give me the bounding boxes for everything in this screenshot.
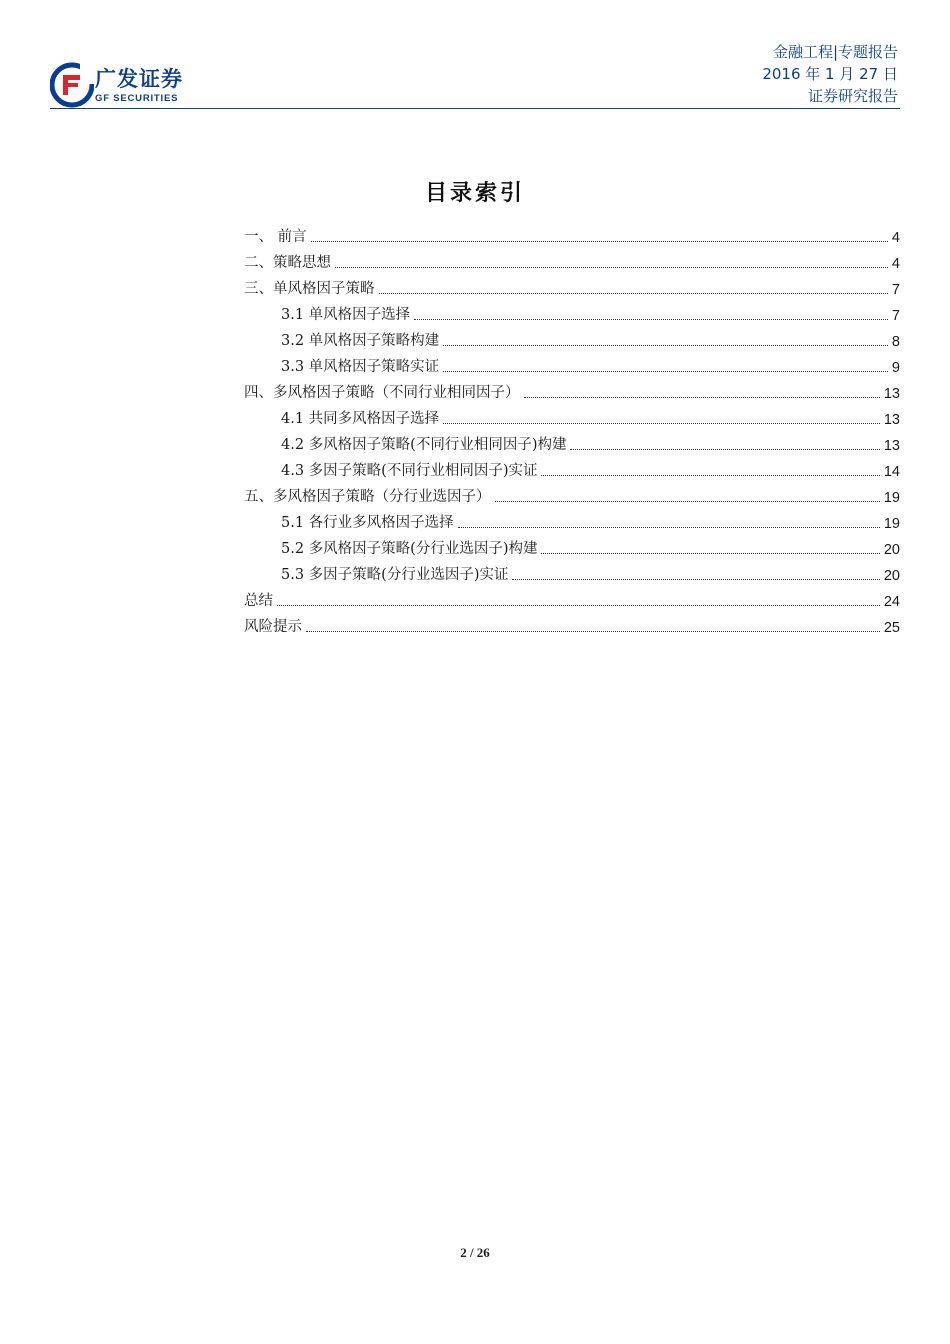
toc-subentry[interactable] [244, 405, 900, 431]
logo-english-name: GF SECURITIES [95, 93, 179, 104]
toc-entry-page: 14 [883, 464, 900, 480]
toc-subentry[interactable] [244, 327, 900, 353]
toc-subentry[interactable] [244, 431, 900, 457]
toc-entry-page: 9 [891, 360, 900, 376]
toc-entry-label: 4.3 多因子策略(不同行业相同因子)实证 [281, 463, 538, 479]
report-category: 金融工程|专题报告 [772, 43, 898, 61]
toc-entry-page: 8 [891, 334, 900, 350]
toc-entry[interactable] [244, 379, 900, 405]
toc-entry-page: 20 [883, 568, 900, 584]
header-info [762, 41, 898, 107]
toc-entry-page: 24 [883, 594, 900, 610]
toc-entry-label: 三、单风格因子策略 [244, 281, 375, 297]
toc-entry-page: 13 [883, 386, 900, 402]
toc-entry-page: 4 [891, 256, 900, 272]
toc-leader-dots [379, 293, 888, 294]
toc-leader-dots [443, 371, 888, 372]
toc-entry-label: 五、多风格因子策略（分行业选因子） [244, 489, 491, 505]
toc-entry[interactable] [244, 275, 900, 301]
toc-leader-dots [414, 319, 888, 320]
toc-entry-label: 总结 [244, 593, 273, 609]
toc-leader-dots [541, 553, 879, 554]
toc-leader-dots [277, 605, 880, 606]
toc-entry-label: 4.2 多风格因子策略(不同行业相同因子)构建 [281, 437, 567, 453]
toc-entry-label: 3.1 单风格因子选择 [281, 307, 411, 323]
company-logo [50, 62, 210, 108]
toc-entry-label: 3.3 单风格因子策略实证 [281, 359, 440, 375]
toc-entry[interactable] [244, 249, 900, 275]
toc-entry-label: 4.1 共同多风格因子选择 [281, 411, 440, 427]
table-of-contents [244, 223, 900, 639]
toc-entry[interactable] [244, 613, 900, 639]
toc-leader-dots [524, 397, 880, 398]
toc-entry-page: 20 [883, 542, 900, 558]
toc-subentry[interactable] [244, 457, 900, 483]
toc-entry-label: 3.2 单风格因子策略构建 [281, 333, 440, 349]
toc-leader-dots [541, 475, 879, 476]
toc-subentry[interactable] [244, 353, 900, 379]
toc-entry-page: 7 [891, 282, 900, 298]
toc-title: 目录索引 [424, 181, 525, 206]
header-divider [50, 108, 900, 109]
toc-leader-dots [458, 527, 880, 528]
toc-entry-page: 7 [891, 308, 900, 324]
toc-subentry[interactable] [244, 535, 900, 561]
toc-leader-dots [443, 423, 880, 424]
toc-entry-label: 5.1 各行业多风格因子选择 [281, 515, 454, 531]
toc-subentry[interactable] [244, 509, 900, 535]
toc-leader-dots [495, 501, 880, 502]
toc-entry[interactable] [244, 223, 900, 249]
toc-entry[interactable] [244, 483, 900, 509]
toc-subentry[interactable] [244, 561, 900, 587]
toc-entry-page: 13 [883, 412, 900, 428]
toc-entry-page: 19 [883, 490, 900, 506]
toc-leader-dots [443, 345, 888, 346]
toc-leader-dots [570, 449, 879, 450]
toc-entry-page: 25 [883, 620, 900, 636]
toc-leader-dots [311, 241, 888, 242]
toc-entry[interactable] [244, 587, 900, 613]
toc-subentry[interactable] [244, 301, 900, 327]
toc-entry-label: 一、 前言 [244, 229, 307, 245]
toc-leader-dots [306, 631, 880, 632]
report-date: 2016 年 1 月 27 日 [762, 65, 898, 83]
page-number: 2 / 26 [460, 1245, 490, 1260]
toc-entry-label: 二、策略思想 [244, 255, 331, 271]
toc-entry-page: 19 [883, 516, 900, 532]
toc-entry-label: 风险提示 [244, 619, 302, 635]
gf-logo-icon [50, 62, 94, 108]
toc-entry-page: 13 [883, 438, 900, 454]
toc-entry-label: 5.3 多因子策略(分行业选因子)实证 [281, 567, 509, 583]
report-type: 证券研究报告 [807, 87, 898, 105]
toc-entry-page: 4 [891, 230, 900, 246]
toc-entry-label: 5.2 多风格因子策略(分行业选因子)构建 [281, 541, 538, 557]
toc-leader-dots [512, 579, 879, 580]
toc-entry-label: 四、多风格因子策略（不同行业相同因子） [244, 385, 520, 401]
toc-leader-dots [335, 267, 888, 268]
logo-chinese-name: 广发证券 [95, 67, 183, 91]
